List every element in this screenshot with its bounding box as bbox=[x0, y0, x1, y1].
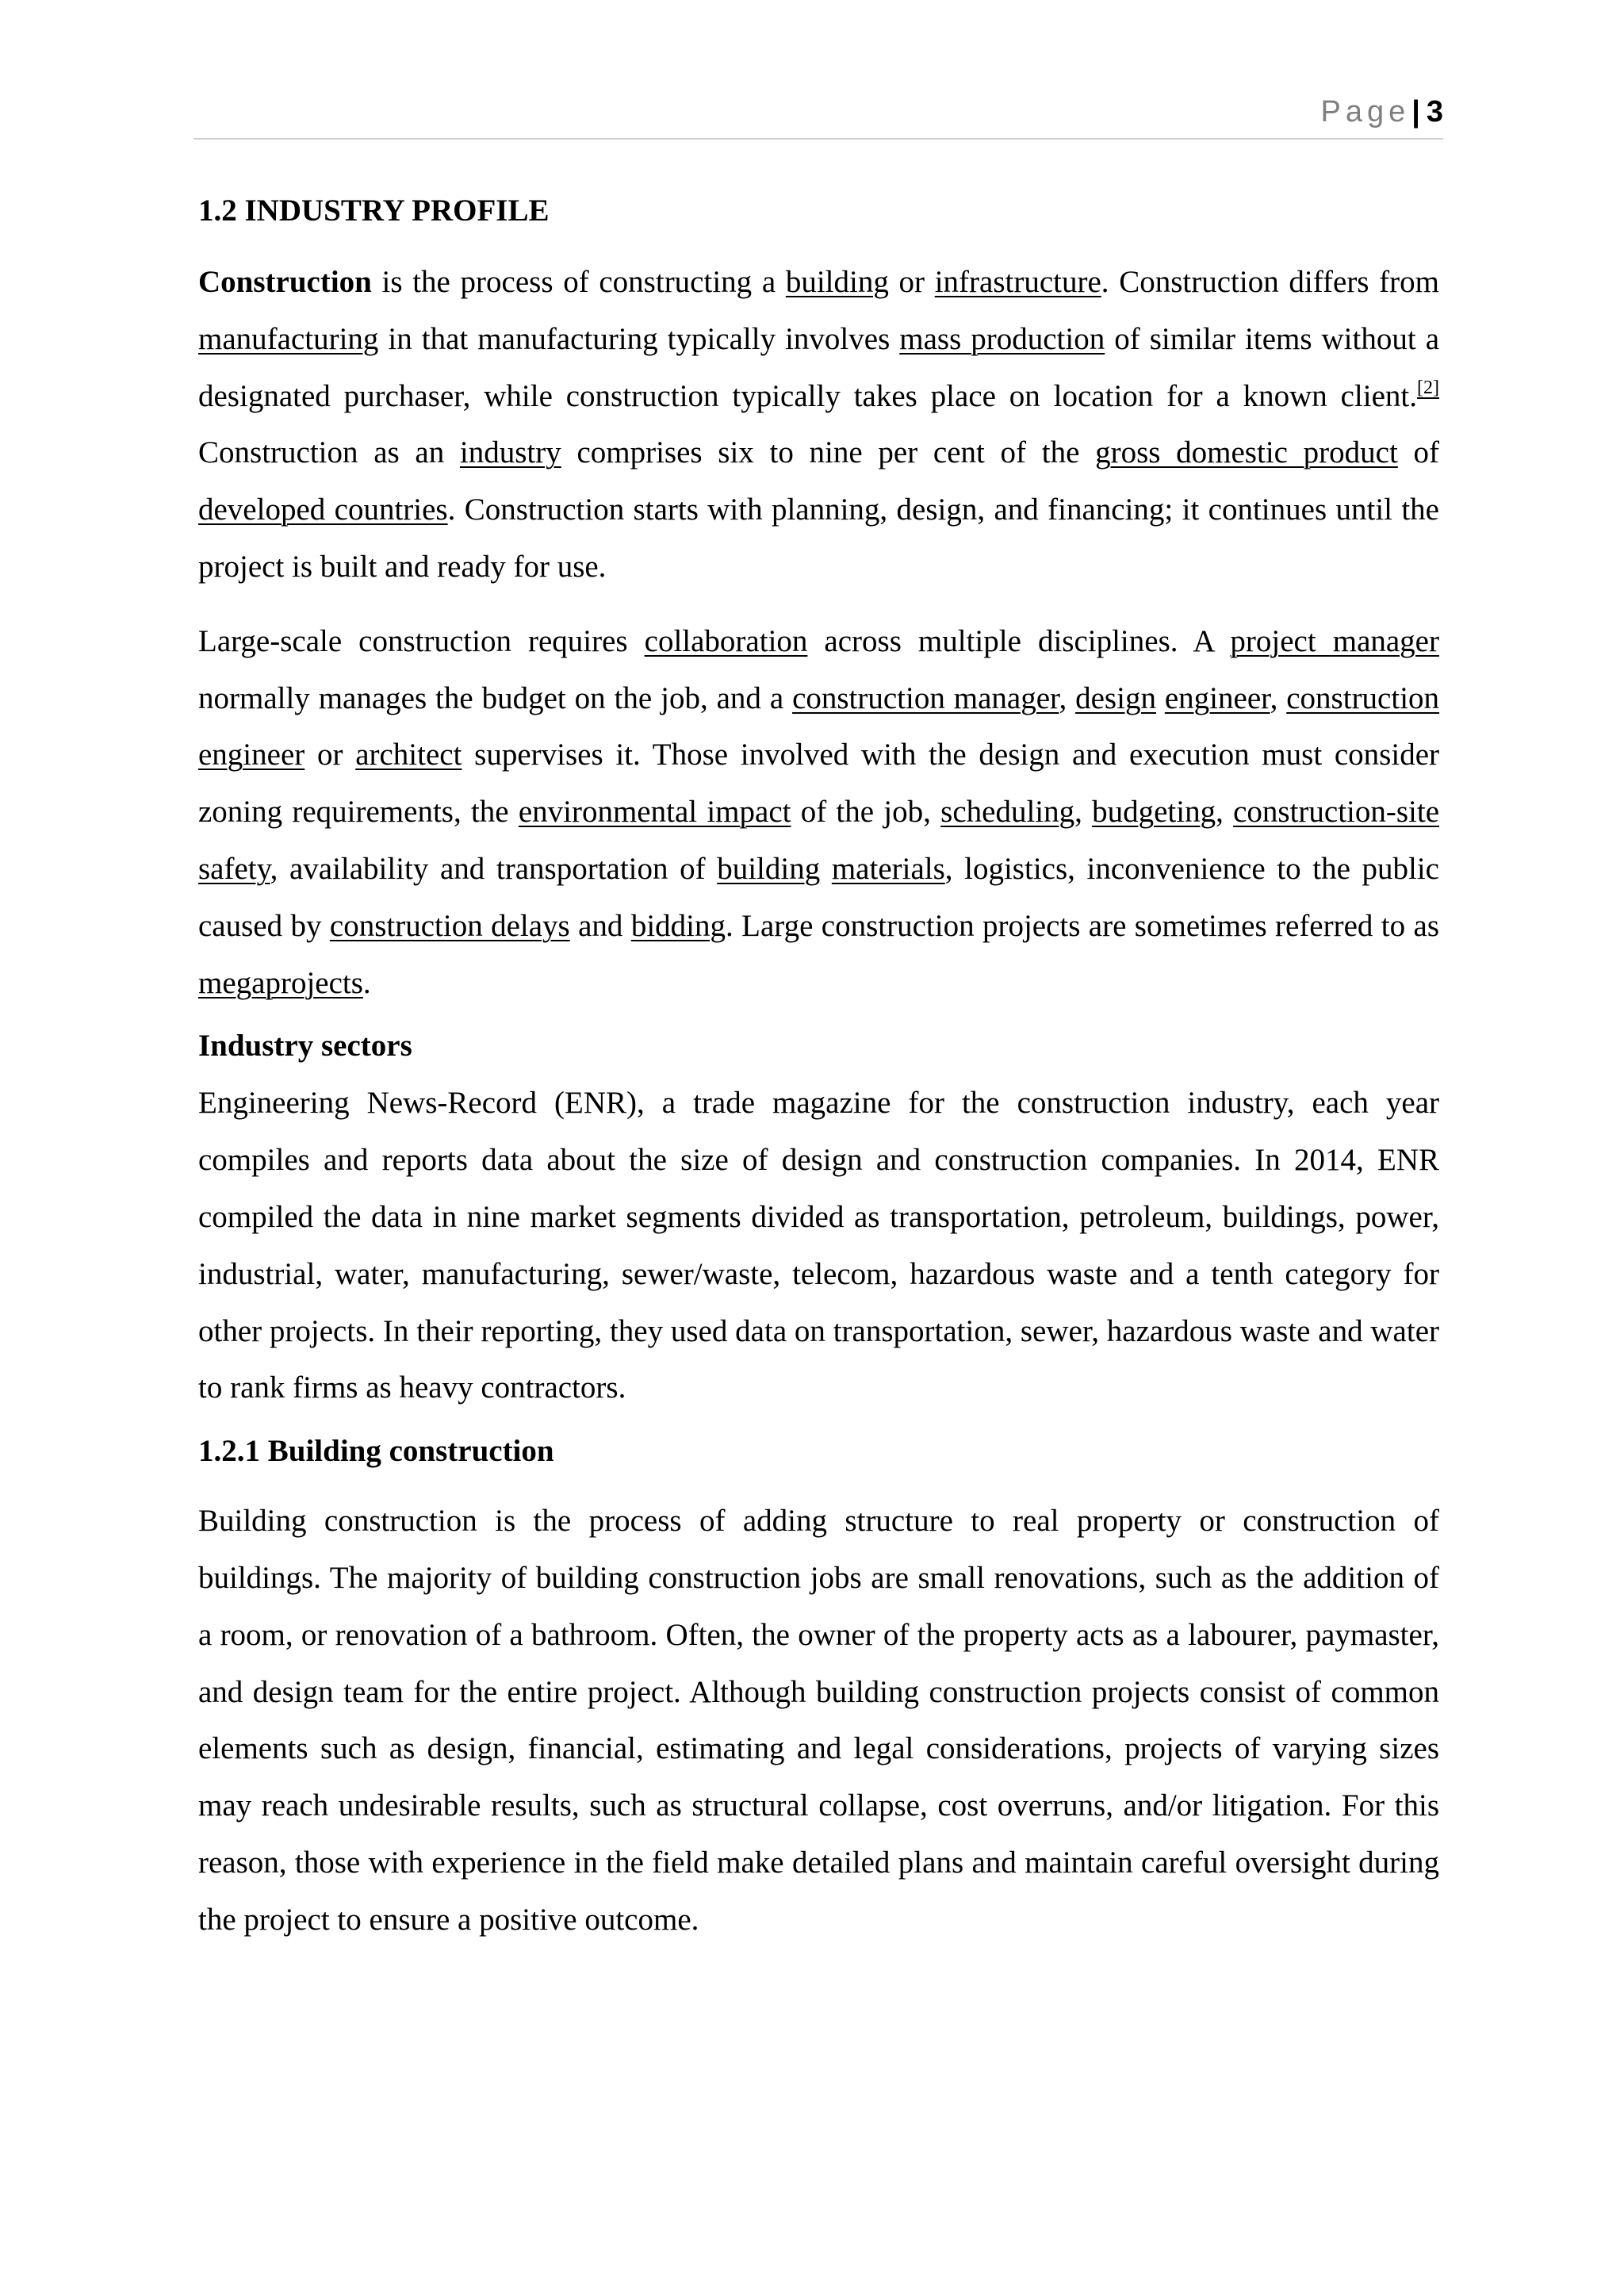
link-budgeting[interactable]: budgeting bbox=[1092, 795, 1216, 830]
link-developed-countries[interactable]: developed countries bbox=[198, 493, 448, 527]
link-megaprojects[interactable]: megaprojects bbox=[198, 965, 363, 1000]
page-header bbox=[193, 95, 1443, 140]
heading-industry-sectors: Industry sectors bbox=[198, 1029, 412, 1064]
term-construction: Construction bbox=[198, 265, 372, 299]
paragraph-construction-definition: Construction is the process of constructing a building or infrastructure. Construction differs from manufacturing in that manufacturing typically involves mass production of similar items without a designated purchaser, while construction typically takes place on location for a known client.[2] Construction as an industry comprises six to nine per cent of the gross domestic product of developed countries. Construction starts with planning, design, and financing; it continues until the project is built and ready for use. bbox=[198, 265, 1439, 584]
page-separator: | bbox=[1411, 95, 1420, 128]
link-mass-production[interactable]: mass production bbox=[899, 321, 1105, 356]
link-building[interactable]: building bbox=[785, 265, 889, 299]
link-bidding[interactable]: bidding bbox=[630, 908, 726, 943]
paragraph-industry-sectors: Engineering News-Record (ENR), a trade magazine for the construction industry, each year compiles and reports data about the size of design and construction companies. In 2014, ENR compiled the data in nine market segments divided as transportation, petroleum, buildings, power, industrial, water, manufacturing, sewer/waste, telecom, hazardous waste and a tenth category for other projects. In their reporting, they used data on transportation, sewer, hazardous waste and water to rank firms as heavy contractors. bbox=[198, 1086, 1439, 1405]
link-architect[interactable]: architect bbox=[355, 738, 462, 772]
link-scheduling[interactable]: scheduling bbox=[940, 795, 1075, 830]
link-materials[interactable]: materials bbox=[831, 851, 945, 886]
link-design[interactable]: design bbox=[1075, 680, 1156, 715]
link-construction-site-safety[interactable]: construction-site safety bbox=[198, 795, 1440, 886]
link-gross-domestic-product[interactable]: gross domestic product bbox=[1095, 435, 1398, 470]
link-building-2[interactable]: building bbox=[717, 851, 821, 886]
document-body bbox=[198, 187, 1439, 1966]
link-environmental-impact[interactable]: environmental impact bbox=[518, 795, 791, 830]
paragraph-building-construction: Building construction is the process of adding structure to real property or construction of buildings. The majority of building construction jobs are small renovations, such as the addition of a room, or renovation of a bathroom. Often, the owner of the property acts as a labourer, paymaster, and design team for the entire project. Although building construction projects consist of common elements such as design, financial, estimating and legal considerations, projects of varying sizes may reach undesirable results, such as structural collapse, cost overruns, and/or litigation. For this reason, those with experience in the field make detailed plans and maintain careful oversight during the project to ensure a positive outcome. bbox=[198, 1504, 1439, 1937]
paragraph-large-scale-construction: Large-scale construction requires collaboration across multiple disciplines. A project manager normally manages the budget on the job, and a construction manager, design engineer, construction engineer or architect supervises it. Those involved with the design and execution must consider zoning requirements, the environmental impact of the job, scheduling, budgeting, construction-site safety, availability and transportation of building materials, logistics, inconvenience to the public caused by construction delays and bidding. Large construction projects are sometimes referred to as megaprojects. bbox=[198, 623, 1440, 1000]
link-collaboration[interactable]: collaboration bbox=[644, 623, 808, 658]
link-construction-engineer[interactable]: construction engineer bbox=[198, 680, 1440, 772]
page-number: 3 bbox=[1426, 95, 1443, 128]
section-title: 1.2 INDUSTRY PROFILE bbox=[198, 194, 550, 228]
link-project-manager[interactable]: project manager bbox=[1230, 623, 1439, 658]
link-infrastructure[interactable]: infrastructure bbox=[934, 265, 1101, 299]
link-industry[interactable]: industry bbox=[459, 435, 561, 470]
citation-ref-2[interactable]: [2] bbox=[1417, 377, 1439, 398]
heading-building-construction: 1.2.1 Building construction bbox=[198, 1434, 554, 1469]
link-manufacturing[interactable]: manufacturing bbox=[198, 321, 379, 356]
link-construction-manager[interactable]: construction manager bbox=[792, 680, 1059, 715]
link-construction-delays[interactable]: construction delays bbox=[329, 908, 570, 943]
page-label: Page bbox=[1320, 95, 1411, 128]
link-engineer[interactable]: engineer bbox=[1164, 680, 1270, 715]
